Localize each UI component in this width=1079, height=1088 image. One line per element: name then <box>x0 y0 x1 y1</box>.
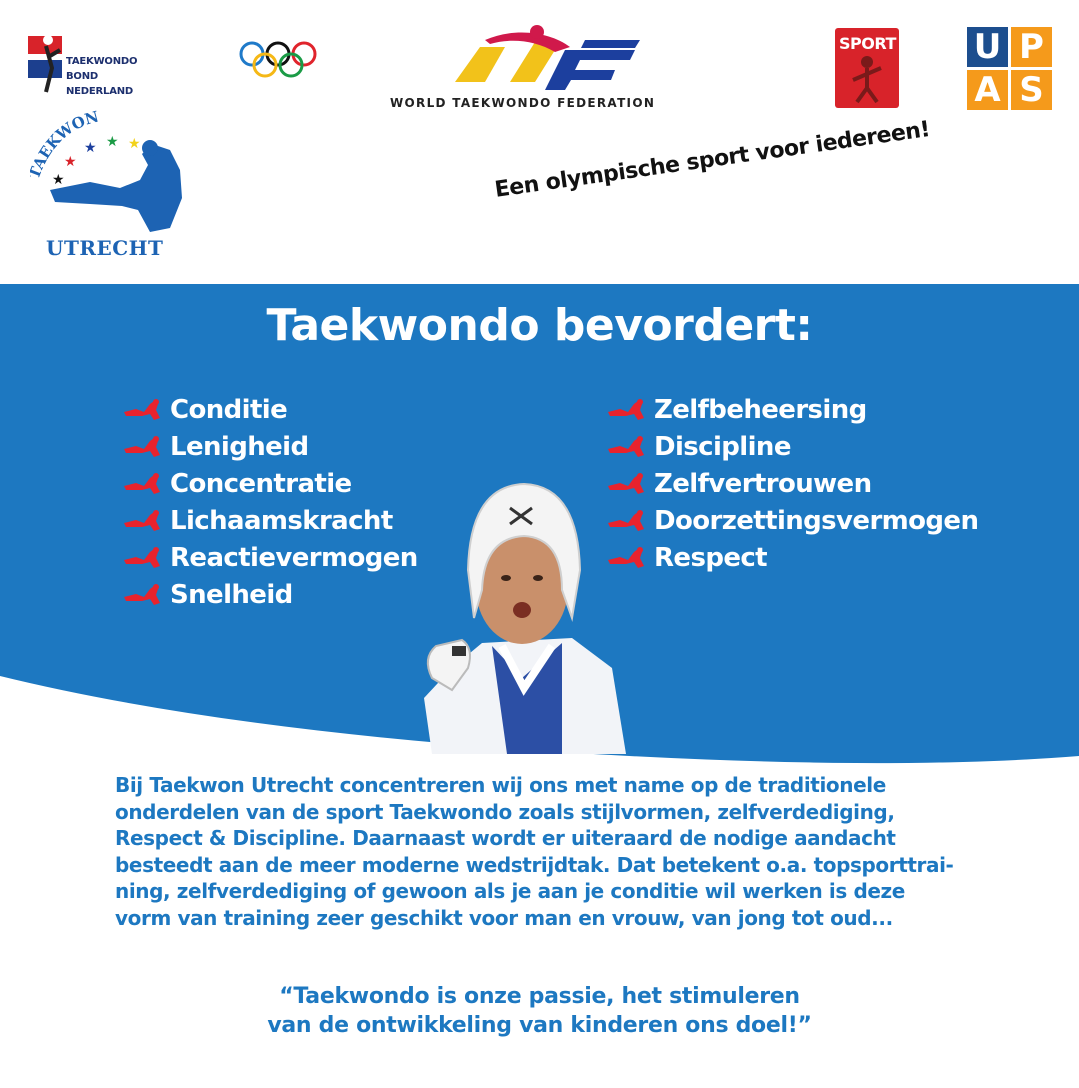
benefit-label: Zelfbeheersing <box>654 394 867 425</box>
benefit-label: Respect <box>654 542 768 573</box>
taekwon-utrecht-emblem-icon <box>30 110 200 240</box>
olympic-rings-icon <box>238 40 318 80</box>
list-item <box>122 428 418 465</box>
upas-logo <box>967 27 1053 111</box>
list-item <box>122 576 418 613</box>
athlete-photo <box>412 478 632 754</box>
description <box>115 772 975 931</box>
list-item <box>606 465 978 502</box>
wtf-name: WORLD TAEKWONDO FEDERATION <box>390 96 656 110</box>
kick-icon <box>122 583 164 607</box>
taekwon-arc-text: AEKWON <box>30 110 101 173</box>
list-item <box>122 539 418 576</box>
upas-letter-a: A <box>967 70 1008 110</box>
description-line: Respect & Discipline. Daarnaast wordt er uiteraard de nodige aandacht <box>115 826 896 850</box>
list-item <box>122 465 418 502</box>
kick-icon <box>606 398 648 422</box>
benefit-label: Reactievermogen <box>170 542 418 573</box>
benefits-list-right <box>606 391 978 576</box>
list-item <box>606 502 978 539</box>
list-item <box>606 539 978 576</box>
description-line: Bij Taekwon Utrecht concentreren wij ons met name op de traditionele <box>115 773 886 797</box>
sport-figure-icon <box>845 54 889 104</box>
benefit-label: Concentratie <box>170 468 352 499</box>
kick-icon <box>122 398 164 422</box>
benefits-list-left <box>122 391 418 613</box>
quote-line: van de ontwikkeling van kinderen ons doel!” <box>267 1013 812 1038</box>
benefit-label: Lenigheid <box>170 431 309 462</box>
svg-text:★: ★ <box>128 136 141 152</box>
svg-text:★: ★ <box>64 154 77 170</box>
sport-utrecht-label: SPORT <box>839 34 896 53</box>
upas-letter-u: U <box>967 27 1008 67</box>
benefit-label: Conditie <box>170 394 288 425</box>
svg-text:★: ★ <box>106 134 119 150</box>
list-item <box>606 428 978 465</box>
benefit-label: Lichaamskracht <box>170 505 393 536</box>
benefit-label: Discipline <box>654 431 791 462</box>
kick-icon <box>122 435 164 459</box>
tbn-line1: TAEKWONDO <box>66 56 138 67</box>
description-line: besteedt aan de meer moderne wedstrijdtak. Dat betekent o.a. topsporttrai- <box>115 852 954 877</box>
upas-letter-s: S <box>1011 70 1052 110</box>
slogan: Een olympische sport voor iedereen! <box>493 117 932 203</box>
sport-utrecht-logo <box>835 28 899 108</box>
quote <box>0 982 1079 1040</box>
taekwondo-bond-nederland-logo <box>26 28 166 108</box>
svg-text:★: ★ <box>84 140 97 156</box>
quote-line: “Taekwondo is onze passie, het stimuleren <box>279 984 800 1009</box>
kick-icon <box>606 435 648 459</box>
tbn-line2: BOND <box>66 71 98 82</box>
description-line: vorm van training zeer geschikt voor man en vrouw, van jong tot oud... <box>115 905 893 930</box>
list-item <box>122 391 418 428</box>
kick-icon <box>122 509 164 533</box>
upas-letter-p: P <box>1011 27 1052 67</box>
tbn-fighter-icon <box>26 28 66 106</box>
headline: Taekwondo bevordert: <box>266 300 813 351</box>
benefit-label: Doorzettingsvermogen <box>654 505 979 536</box>
description-line: onderdelen van de sport Taekwondo zoals stijlvormen, zelfverdediging, <box>115 799 895 824</box>
svg-text:★: ★ <box>52 172 65 188</box>
list-item <box>122 502 418 539</box>
tbn-line3: NEDERLAND <box>66 86 134 97</box>
benefit-label: Snelheid <box>170 579 293 610</box>
taekwon-utrecht-logo <box>30 110 200 270</box>
kick-icon <box>122 546 164 570</box>
list-item <box>606 391 978 428</box>
wtf-logo <box>385 22 695 112</box>
taekwon-utrecht-label: UTRECHT <box>46 236 164 260</box>
wtf-kicker-icon <box>385 22 695 94</box>
kick-icon <box>122 472 164 496</box>
benefit-label: Zelfvertrouwen <box>654 468 872 499</box>
description-line: ning, zelfverdediging of gewoon als je aan je conditie wil werken is deze <box>115 879 905 903</box>
